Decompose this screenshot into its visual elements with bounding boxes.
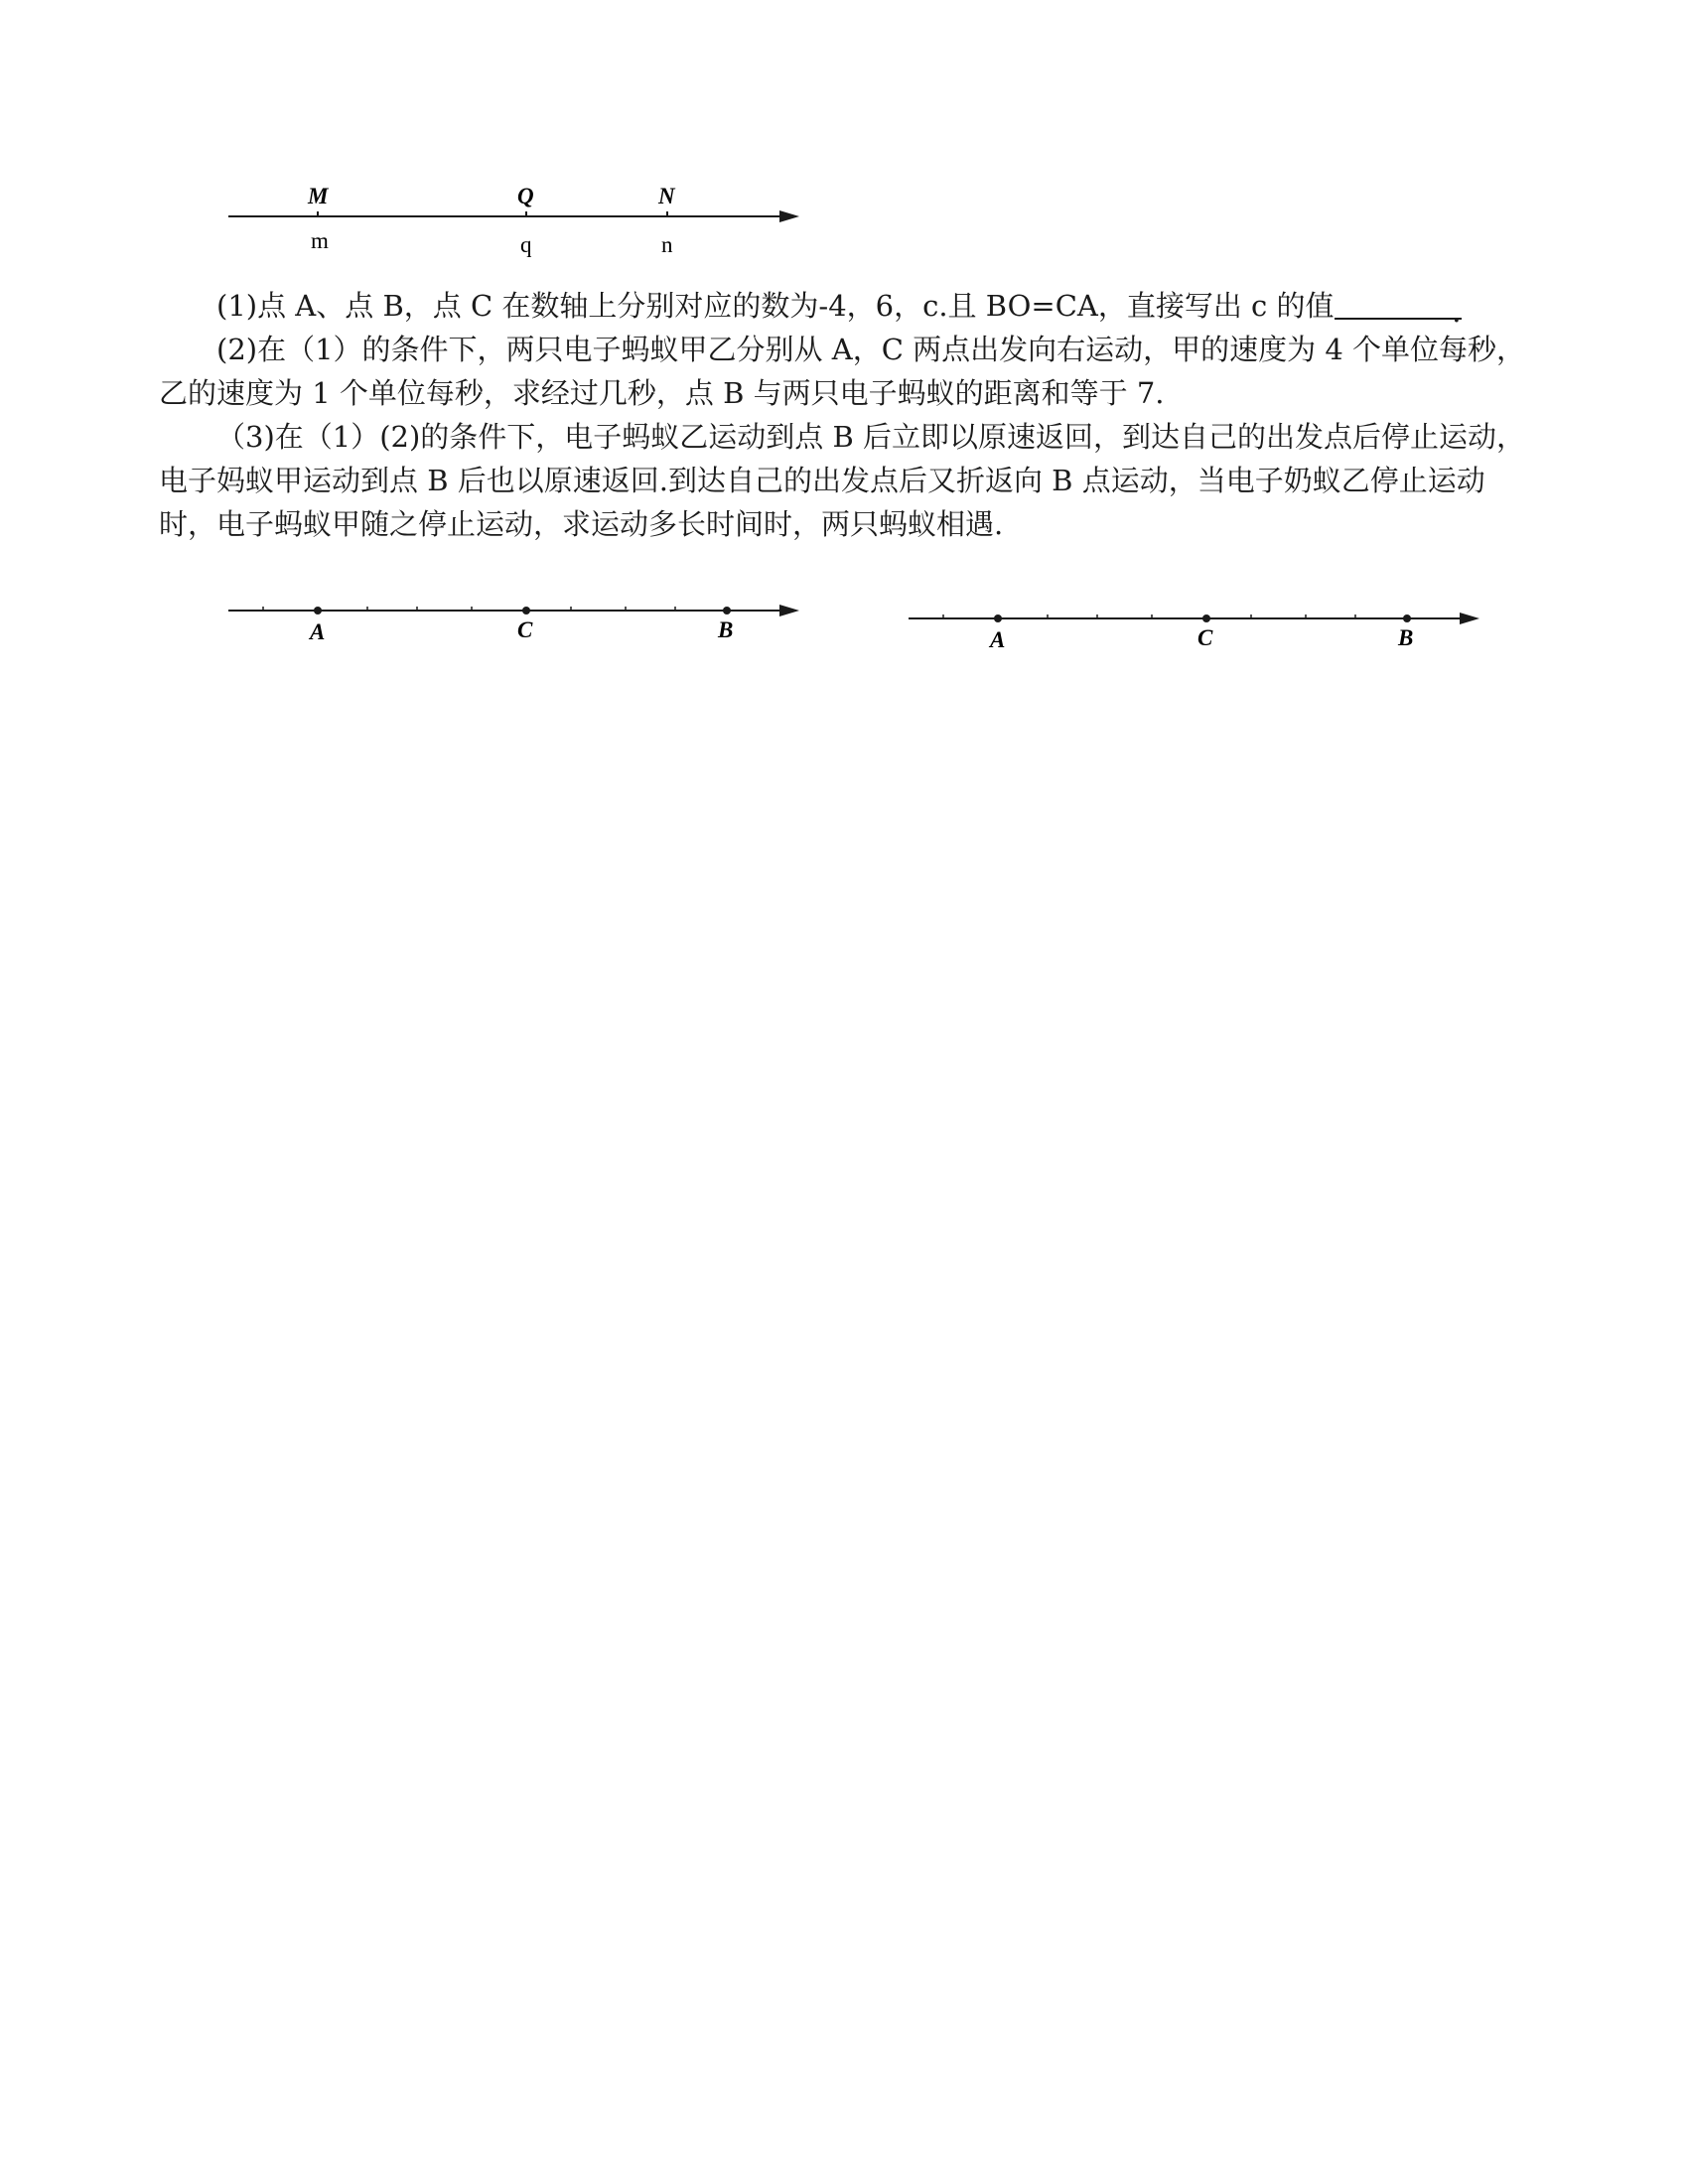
point-value-q: q <box>520 232 532 257</box>
axis-arrow <box>1460 613 1479 624</box>
number-line-acb-right <box>899 594 1494 653</box>
point-label-q: Q <box>517 184 534 208</box>
point-c-dot <box>522 607 530 614</box>
point-label-c: C <box>1197 625 1213 650</box>
point-label-a: A <box>990 627 1006 652</box>
question-part-1-text: (1)点 A、点 B，点 C 在数轴上分别对应的数为-4，6，c.且 BO=CA，直接写出 c 的值 <box>216 289 1335 323</box>
point-c-dot <box>1202 614 1210 622</box>
question-part-2 <box>159 328 1529 415</box>
point-label-n: N <box>658 184 675 208</box>
axis-arrow <box>779 605 799 616</box>
point-label-a: A <box>310 619 326 644</box>
point-a-dot <box>994 614 1002 622</box>
axis-arrow <box>779 210 799 222</box>
point-label-m: M <box>308 184 329 208</box>
point-value-n: n <box>661 232 673 257</box>
question-part-2-text: (2)在（1）的条件下，两只电子蚂蚁甲乙分别从 A，C 两点出发向右运动，甲的速度为 4 个单位每秒，乙的速度为 1 个单位每秒，求经过几秒，点 B 与两只电子蚂蚁的距离和等于 7. <box>159 333 1525 410</box>
point-label-b: B <box>1398 625 1414 650</box>
point-b-dot <box>723 607 731 614</box>
question-part-1 <box>159 284 1529 328</box>
answer-blank-end: . <box>1452 295 1462 329</box>
number-line-mqn <box>218 179 814 268</box>
point-b-dot <box>1403 614 1411 622</box>
question-part-3-text: （3)在（1）(2)的条件下，电子蚂蚁乙运动到点 B 后立即以原速返回，到达自己的出发点后停止运动，电子妈蚁甲运动到点 B 后也以原速返回.到达自己的出发点后又折返向 B 点运动，当电子奶蚁乙停止运动时，电子蚂蚁甲随之停止运动，求运动多长时间时，两只蚂蚁相遇. <box>159 420 1526 541</box>
answer-blank[interactable] <box>1335 290 1462 329</box>
point-label-b: B <box>718 617 734 642</box>
point-a-dot <box>314 607 322 614</box>
number-line-acb-left <box>218 586 814 645</box>
point-label-c: C <box>517 617 533 642</box>
point-value-m: m <box>311 228 329 253</box>
question-part-3 <box>159 415 1529 546</box>
